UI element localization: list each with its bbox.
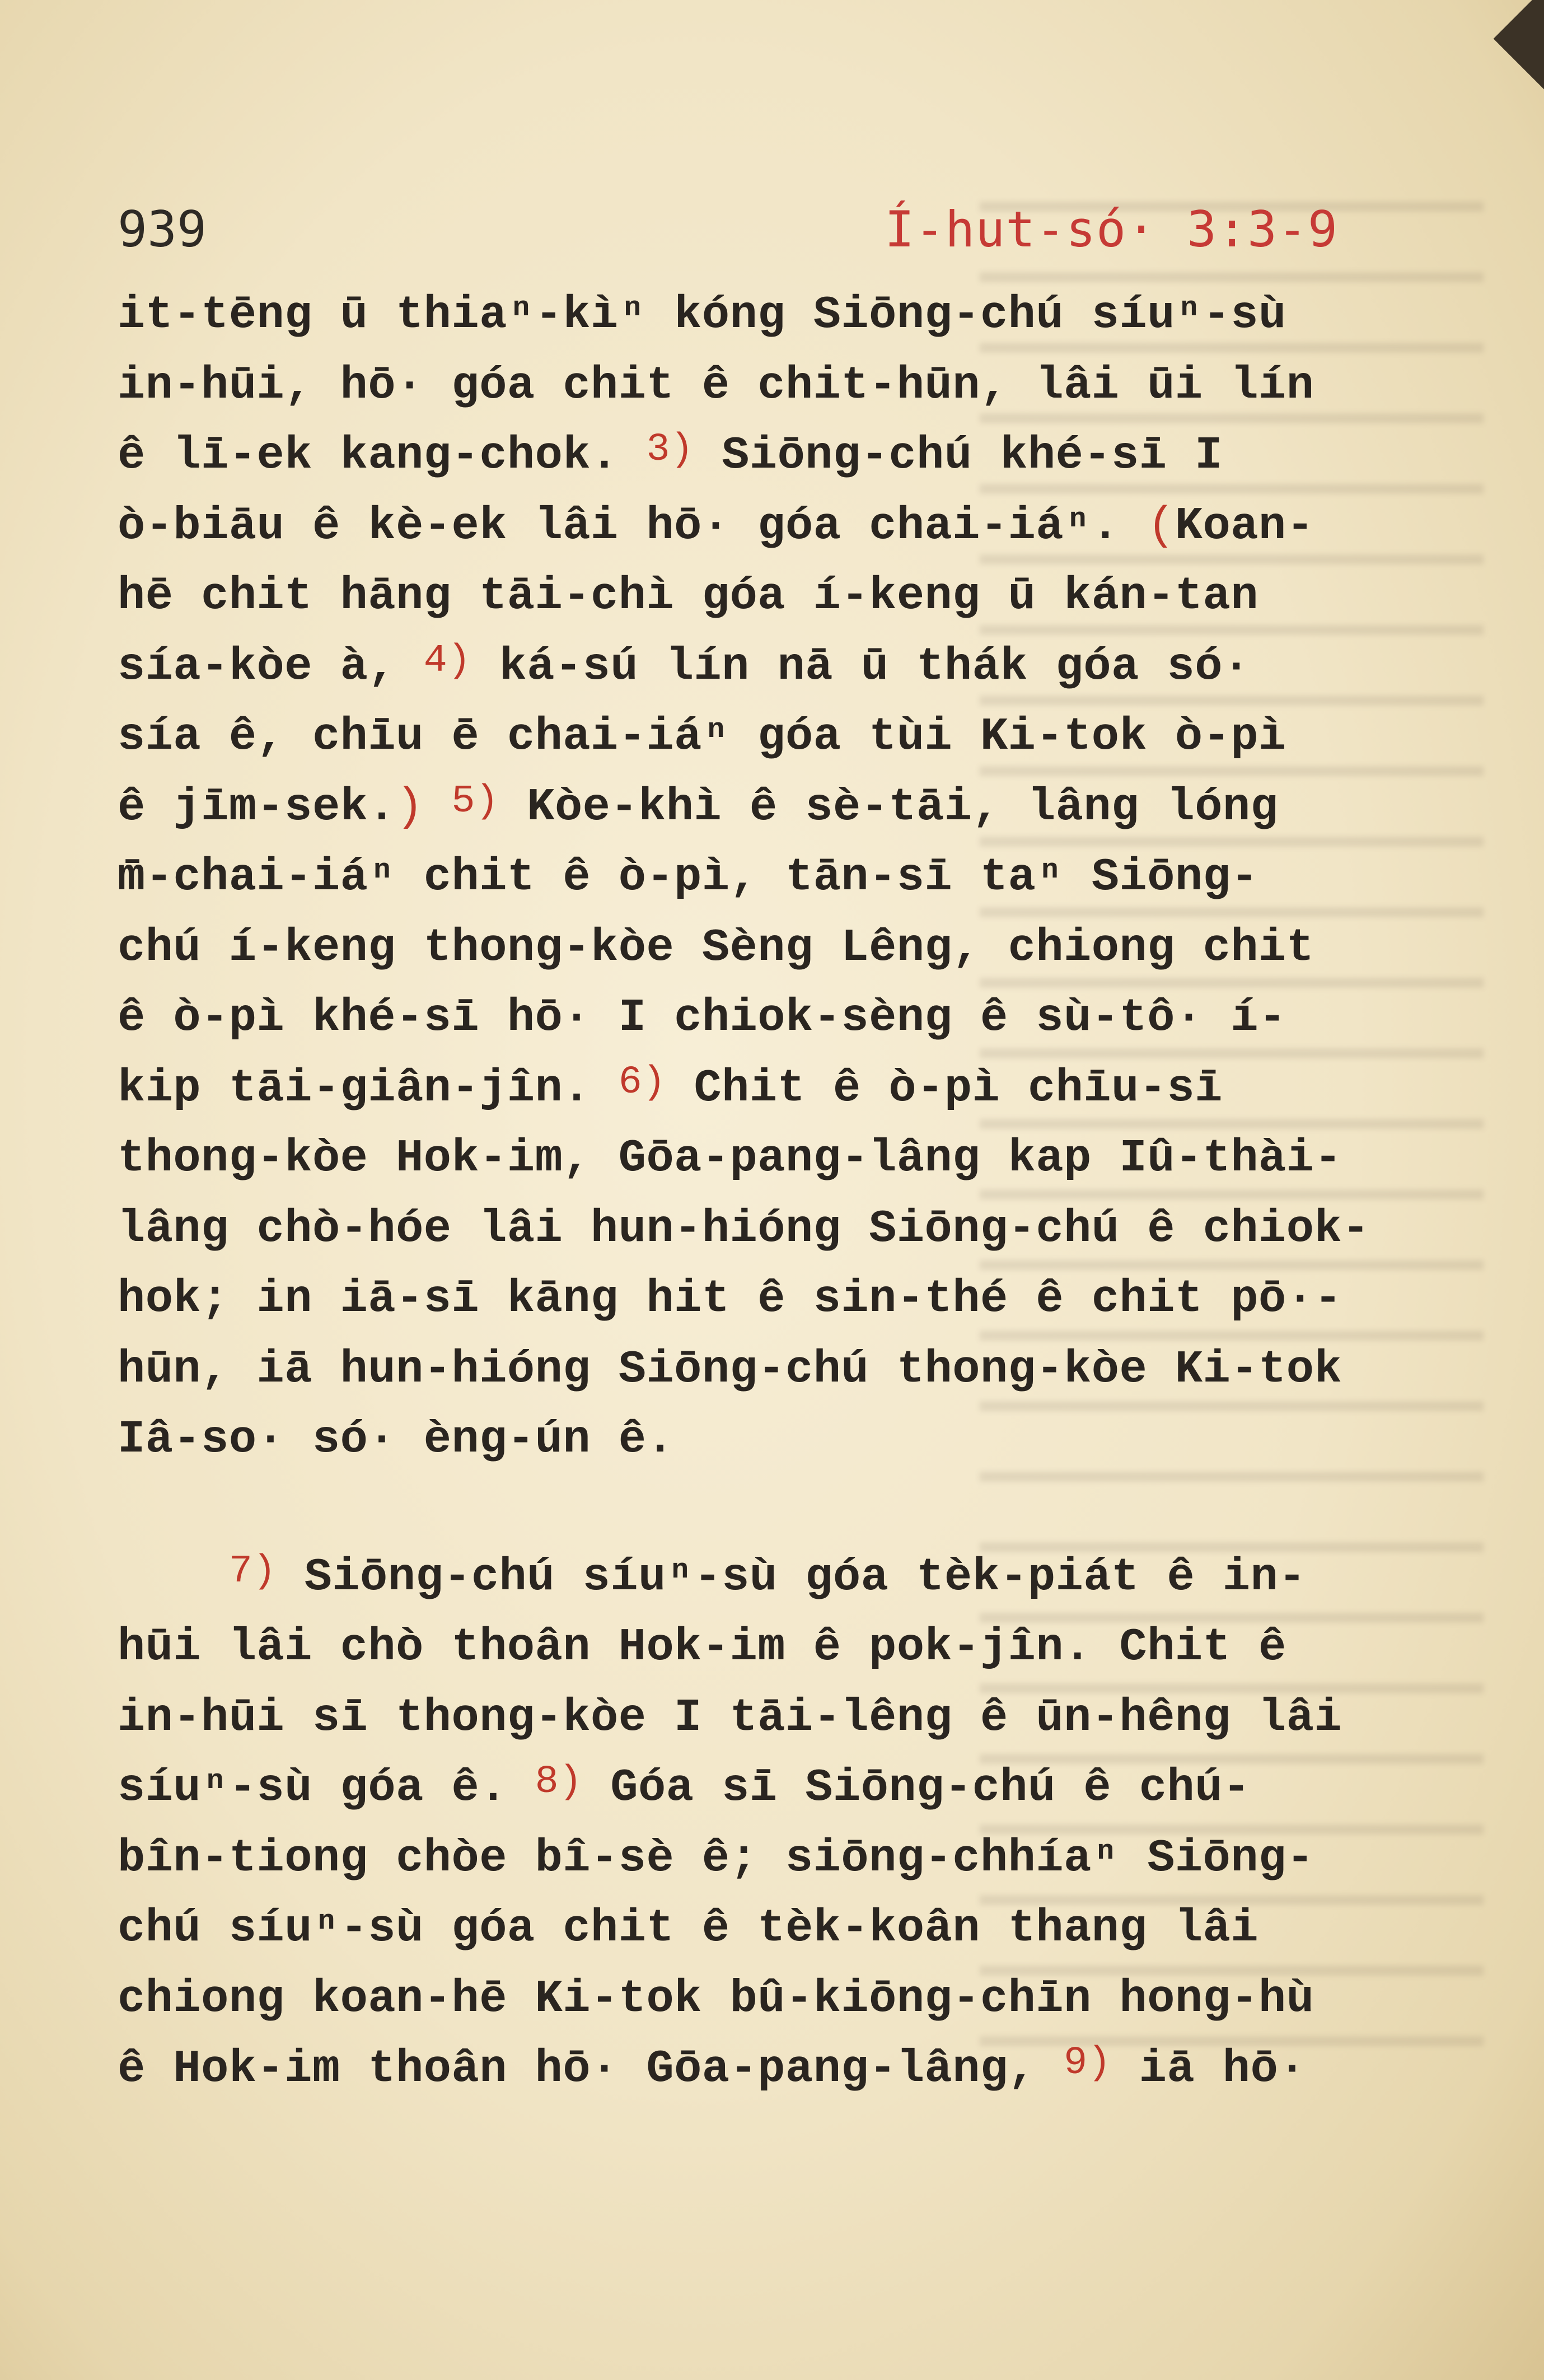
text-line <box>118 842 1372 913</box>
text-segment: iā hō· <box>1111 2043 1307 2095</box>
text-line <box>118 772 1372 843</box>
verse-number: 7) <box>228 1549 277 1594</box>
verse-number: 6) <box>618 1060 666 1105</box>
paragraph-break <box>118 1475 1372 1542</box>
text-line <box>118 2034 1372 2104</box>
text-line <box>118 1542 1372 1613</box>
text-segment: sía-kòe à, <box>118 640 424 693</box>
text-segment: Koan- <box>1175 500 1314 552</box>
text-segment: chú síuⁿ-sù góa chit ê tèk-koân thang lâi <box>118 1902 1259 1954</box>
text-line <box>118 491 1372 562</box>
text-line <box>118 1753 1372 1823</box>
verse-number: 3) <box>646 428 694 472</box>
text-line <box>118 1612 1372 1683</box>
text-segment: Siōng-chú síuⁿ-sù góa tèk-piát ê in- <box>276 1551 1307 1603</box>
text-segment: it-tēng ū thiaⁿ-kìⁿ kóng Siōng-chú síuⁿ-sù <box>118 289 1286 341</box>
text-segment: hok; in iā-sī kāng hit ê sin-thé ê chit pō·- <box>118 1273 1342 1325</box>
text-line <box>118 1964 1372 2034</box>
verse-number: 5) <box>451 779 499 824</box>
text-line <box>118 1893 1372 1964</box>
text-line <box>118 632 1372 702</box>
text-line <box>118 702 1372 772</box>
text-segment: chiong koan-hē Ki-tok bû-kiōng-chīn hong-hù <box>118 1972 1314 2025</box>
text-line <box>118 1123 1372 1194</box>
text-segment: in-hūi, hō· góa chit ê chit-hūn, lâi ūi lín <box>118 359 1314 412</box>
text-segment: hē chit hāng tāi-chì góa í-keng ū kán-tan <box>118 570 1259 622</box>
text-line <box>118 1264 1372 1334</box>
text-segment: Siōng-chú khé-sī I <box>694 430 1223 482</box>
page-header <box>118 190 1338 269</box>
text-segment: síuⁿ-sù góa ê. <box>118 1762 535 1814</box>
text-line <box>118 1404 1372 1475</box>
text-line <box>118 1823 1372 1894</box>
verse-number: 9) <box>1064 2041 1112 2085</box>
text-segment: sía ê, chīu ē chai-iáⁿ góa tùi Ki-tok ò-pì <box>118 711 1286 763</box>
text-line <box>118 913 1372 983</box>
text-line <box>118 983 1372 1053</box>
text-line <box>118 1053 1372 1124</box>
text-line <box>118 1194 1372 1264</box>
text-line <box>118 1334 1372 1405</box>
verse-number: 8) <box>535 1760 583 1804</box>
text-line <box>118 1683 1372 1753</box>
text-segment: ê jīm-sek. <box>118 781 396 833</box>
text-segment <box>118 1551 229 1603</box>
text-line <box>118 561 1372 632</box>
text-segment <box>424 781 452 833</box>
text-line <box>118 351 1372 421</box>
red-parenthesis: ) <box>396 781 424 833</box>
text-segment: hūn, iā hun-hióng Siōng-chú thong-kòe Ki-tok <box>118 1343 1342 1396</box>
text-segment: lâng chò-hóe lâi hun-hióng Siōng-chú ê chiok- <box>118 1202 1370 1255</box>
text-segment: ê lī-ek kang-chok. <box>118 430 647 482</box>
text-segment: Kòe-khì ê sè-tāi, lâng lóng <box>499 781 1279 833</box>
text-segment: ká-sú lín nā ū thák góa só· <box>471 640 1251 693</box>
text-segment: kip tāi-giân-jîn. <box>118 1062 619 1114</box>
text-segment: chú í-keng thong-kòe Sèng Lêng, chiong chit <box>118 921 1314 974</box>
text-segment: ê Hok-im thoân hō· Gōa-pang-lâng, <box>118 2043 1064 2095</box>
page-number: 939 <box>118 200 207 258</box>
text-segment: thong-kòe Hok-im, Gōa-pang-lâng kap Iû-thài- <box>118 1132 1342 1184</box>
text-segment: Iâ-so· só· èng-ún ê. <box>118 1413 675 1466</box>
text-segment: bîn-tiong chòe bî-sè ê; siōng-chhíaⁿ Siōng- <box>118 1832 1314 1884</box>
text-segment: Chit ê ò-pì chīu-sī <box>666 1062 1223 1114</box>
text-line <box>118 421 1372 491</box>
verse-number: 4) <box>423 638 471 683</box>
text-line <box>118 280 1372 351</box>
text-segment: ò-biāu ê kè-ek lâi hō· góa chai-iáⁿ. <box>118 500 1148 552</box>
running-head: Í-hut-só· 3:3-9 <box>885 200 1338 258</box>
text-segment: m̄-chai-iáⁿ chit ê ò-pì, tān-sī taⁿ Siōng- <box>118 851 1259 903</box>
text-segment: in-hūi sī thong-kòe I tāi-lêng ê ūn-hêng lâi <box>118 1691 1342 1744</box>
text-segment: hūi lâi chò thoân Hok-im ê pok-jîn. Chit ê <box>118 1621 1286 1673</box>
page-corner <box>1494 0 1544 98</box>
text-segment: Góa sī Siōng-chú ê chú- <box>582 1762 1251 1814</box>
text-segment: ê ò-pì khé-sī hō· I chiok-sèng ê sù-tô· í- <box>118 992 1286 1044</box>
body-text <box>118 280 1372 2104</box>
red-parenthesis: ( <box>1147 500 1175 552</box>
